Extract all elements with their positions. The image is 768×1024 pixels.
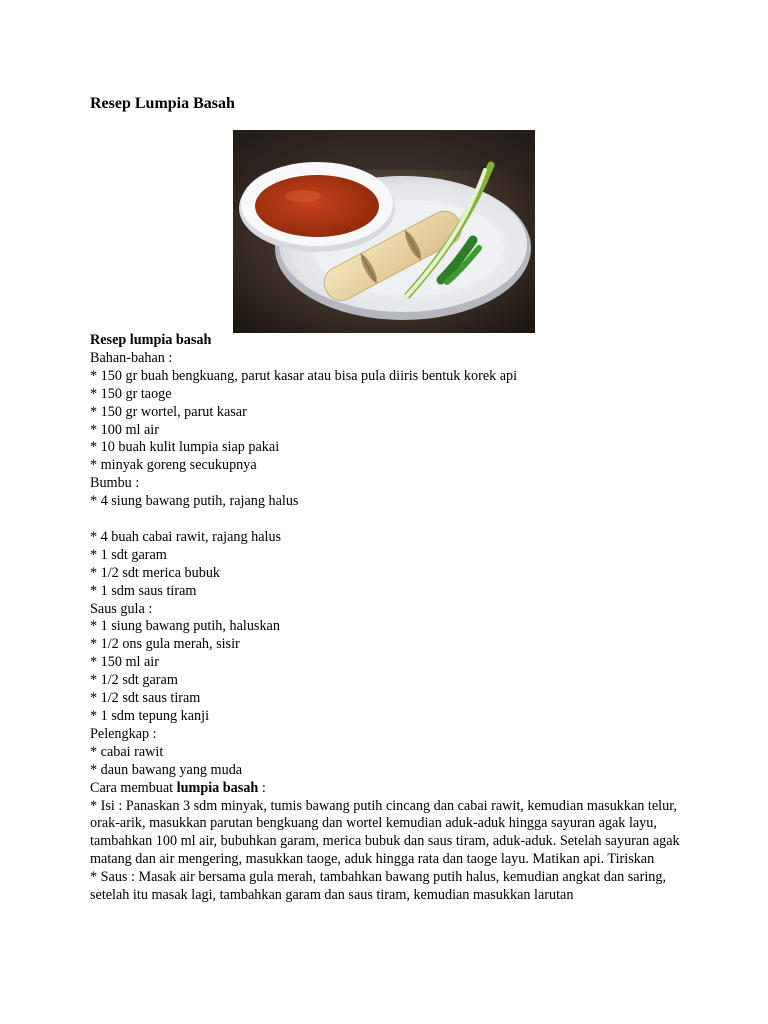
list-item: * 1/2 sdt garam (90, 672, 178, 689)
recipe-body (90, 332, 690, 905)
list-item: * 1/2 sdt merica bubuk (90, 564, 221, 581)
step-saus: * Saus : Masak air bersama gula merah, tambahkan bawang putih halus, kemudian angkat dan saring, setelah itu masak lagi, tambahkan garam dan saus tiram, kemudian masukkan larutan (90, 869, 667, 904)
cara-heading: Cara membuat lumpia basah : (90, 779, 266, 796)
list-item: * minyak goreng secukupnya (90, 457, 257, 474)
recipe-heading: Resep lumpia basah (90, 332, 212, 348)
list-item: * 1/2 sdt saus tiram (90, 690, 201, 707)
list-item: * 150 gr buah bengkuang, parut kasar atau bisa pula diiris bentuk korek api (90, 367, 518, 384)
list-item: * 1 sdm saus tiram (90, 582, 197, 599)
list-item: * 4 buah cabai rawit, rajang halus (90, 528, 282, 545)
saus-label: Saus gula : (90, 600, 153, 617)
list-item: * 1 siung bawang putih, haluskan (90, 618, 280, 635)
blank-line (90, 511, 690, 529)
pelengkap-label: Pelengkap : (90, 725, 157, 742)
list-item: * 1 sdm tepung kanji (90, 708, 210, 725)
list-item: * daun bawang yang muda (90, 761, 243, 778)
step-isi: * Isi : Panaskan 3 sdm minyak, tumis bawang putih cincang dan cabai rawit, kemudian masukkan telur, orak-arik, masukkan parutan bengkuang dan wortel kemudian aduk-aduk hingga sayuran agak layu, tambahkan 100 ml air, bubuhkan garam, merica bubuk dan saus tiram, aduk-aduk. Setelah sayuran agak matang dan air mengering, masukkan taoge, aduk hingga rata dan taoge layu. Matikan api. Tiriskan (90, 797, 680, 868)
list-item: * 150 gr wortel, parut kasar (90, 403, 247, 420)
list-item: * 1 sdt garam (90, 546, 167, 563)
bumbu-label: Bumbu : (90, 475, 140, 492)
list-item: * 150 gr taoge (90, 385, 172, 402)
list-item: * 150 ml air (90, 654, 159, 671)
lumpia-photo (233, 130, 535, 333)
bahan-label: Bahan-bahan : (90, 349, 173, 366)
list-item: * 1/2 ons gula merah, sisir (90, 636, 240, 653)
list-item: * 4 siung bawang putih, rajang halus (90, 493, 299, 510)
list-item: * 100 ml air (90, 421, 159, 438)
list-item: * 10 buah kulit lumpia siap pakai (90, 439, 280, 456)
list-item: * cabai rawit (90, 743, 164, 760)
page-title: Resep Lumpia Basah (90, 95, 235, 112)
